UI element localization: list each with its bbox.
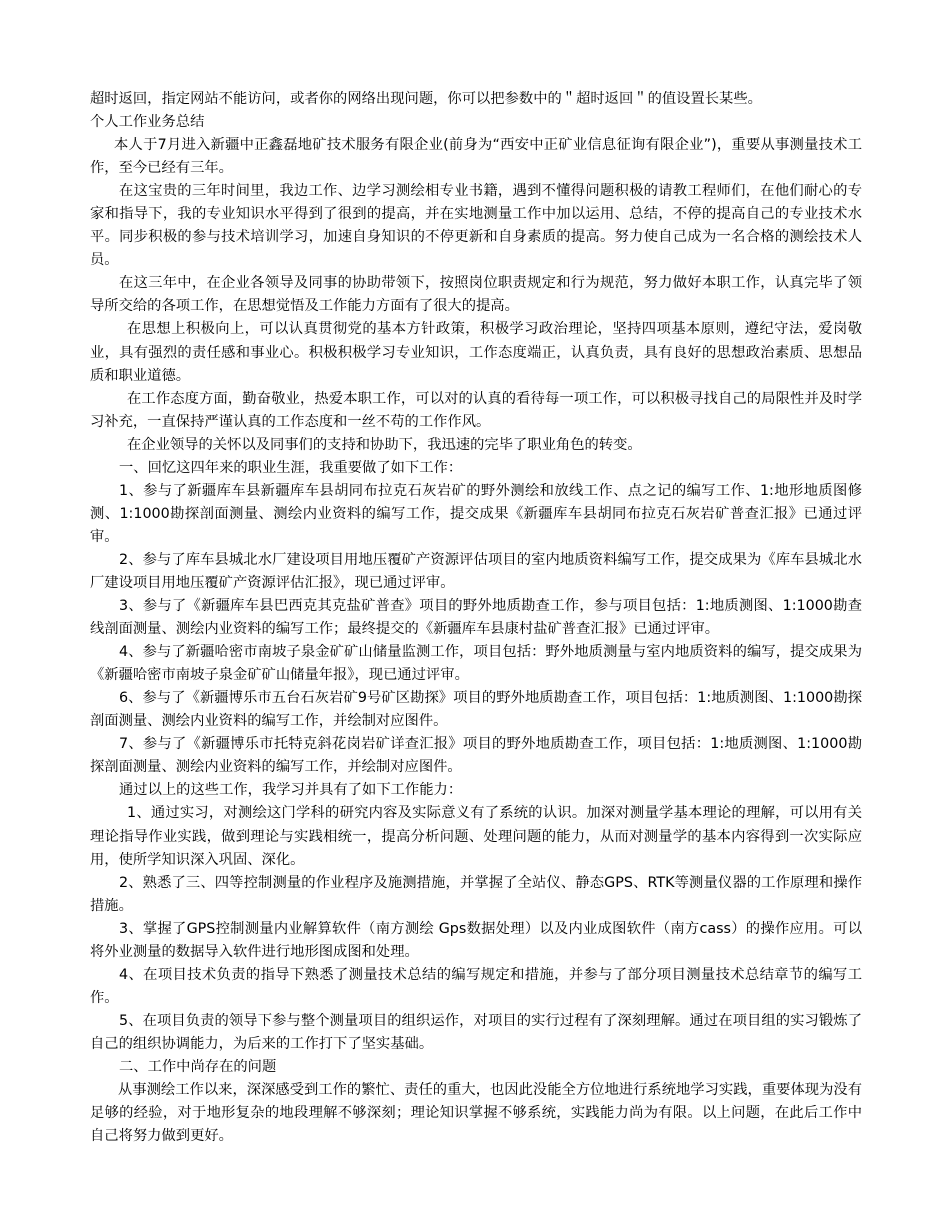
section-heading-problems: 二、工作中尚存在的问题 bbox=[119, 1058, 277, 1075]
document-body bbox=[90, 88, 862, 1148]
paragraph-leadership: 在这三年中，在企业各领导及同事的协助带领下，按照岗位职责规定和行为规范，努力做好本职工作，认真完毕了领导所交给的各项工作，在思想觉悟及工作能力方面有了很大的提高。 bbox=[90, 275, 862, 315]
section-heading-review: 一、回忆这四年来的职业生涯，我重要做了如下工作： bbox=[119, 459, 463, 476]
work-item-2: 2、参与了库车县城北水厂建设项目用地压覆矿产资源评估项目的室内地质资料编写工作，提交成果为《库车县城北水厂建设项目用地压覆矿产资源评估汇报》，现已通过评审。 bbox=[90, 551, 862, 591]
work-item-6: 6、参与了《新疆博乐市五台石灰岩矿9号矿区勘探》项目的野外地质勘查工作，项目包括：1:地质测图、1:1000勘探剖面测量、测绘内业资料的编写工作，并绘制对应图件。 bbox=[90, 690, 862, 730]
paragraph-three-years: 在这宝贵的三年时间里，我边工作、边学习测绘相专业书籍，遇到不懂得问题积极的请教工程师们，在他们耐心的专家和指导下，我的专业知识水平得到了很到的提高，并在实地测量工作中加以运用、总结，不停的提高自己的专业技术水平。同步积极的参与技术培训学习，加速自身知识的不停更新和自身素质的提高。努力使自己成为一名合格的测绘技术人员。 bbox=[90, 183, 862, 269]
paragraph-intro: 本人于7月进入新疆中正鑫磊地矿技术服务有限企业(前身为“西安中正矿业信息征询有限企业”)，重要从事测量技术工作，至今已经有三年。 bbox=[90, 137, 862, 177]
ability-item-2: 2、熟悉了三、四等控制测量的作业程序及施测措施，并掌握了全站仪、静态GPS、RTK等测量仪器的工作原理和操作措施。 bbox=[90, 874, 862, 914]
paragraph-timeout-note: 超时返回，指定网站不能访问，或者你的网络出现问题，你可以把参数中的＂超时返回＂的值设置长某些。 bbox=[90, 91, 762, 107]
paragraph-attitude: 在工作态度方面，勤奋敬业，热爱本职工作，可以对的认真的看待每一项工作，可以积极寻找自己的局限性并及时学习补充，一直保持严谨认真的工作态度和一丝不苟的工作作风。 bbox=[90, 390, 862, 430]
work-item-1: 1、参与了新疆库车县新疆库车县胡同布拉克石灰岩矿的野外测绘和放线工作、点之记的编写工作、1:地形地质图修测、1:1000勘探剖面测量、测绘内业资料的编写工作，提交成果《新疆库车县胡同布拉克石灰岩矿普查汇报》已通过评审。 bbox=[90, 482, 862, 545]
ability-item-1: 1、通过实习，对测绘这门学科的研究内容及实际意义有了系统的认识。加深对测量学基本理论的理解，可以用有关理论指导作业实践，做到理论与实践相统一，提高分析问题、处理问题的能力，从而对测量学的基本内容得到一次实际应用，使所学知识深入巩固、深化。 bbox=[90, 805, 862, 868]
ability-item-4: 4、在项目技术负责的指导下熟悉了测量技术总结的编写规定和措施，并参与了部分项目测量技术总结章节的编写工作。 bbox=[90, 966, 862, 1006]
paragraph-ideology: 在思想上积极向上，可以认真贯彻党的基本方针政策，积极学习政治理论，坚持四项基本原则，遵纪守法，爱岗敬业，具有强烈的责任感和事业心。积极积极学习专业知识，工作态度端正，认真负责，具有良好的思想政治素质、思想品质和职业道德。 bbox=[90, 321, 862, 384]
ability-item-5: 5、在项目负责的领导下参与整个测量项目的组织运作，对项目的实行过程有了深刻理解。通过在项目组的实习锻炼了自己的组织协调能力，为后来的工作打下了坚实基础。 bbox=[90, 1012, 862, 1052]
paragraph-abilities-intro: 通过以上的这些工作，我学习并具有了如下工作能力： bbox=[119, 782, 463, 799]
work-item-4: 4、参与了新疆哈密市南坡子泉金矿矿山储量监测工作，项目包括：野外地质测量与室内地质资料的编写，提交成果为《新疆哈密市南坡子泉金矿矿山储量年报》，现已通过评审。 bbox=[90, 644, 862, 684]
paragraph-transition: 在企业领导的关怀以及同事们的支持和协助下，我迅速的完毕了职业角色的转变。 bbox=[127, 436, 642, 453]
ability-item-3: 3、掌握了GPS控制测量内业解算软件（南方测绘 Gps数据处理）以及内业成图软件（南方cass）的操作应用。可以将外业测量的数据导入软件进行地形图成图和处理。 bbox=[90, 920, 862, 960]
document-title: 个人工作业务总结 bbox=[90, 114, 205, 131]
work-item-3: 3、参与了《新疆库车县巴西克其克盐矿普查》项目的野外地质勘查工作，参与项目包括：1:地质测图、1:1000勘查线剖面测量、测绘内业资料的编写工作；最终提交的《新疆库车县康村盐矿普查汇报》已通过评审。 bbox=[90, 598, 862, 638]
work-item-7: 7、参与了《新疆博乐市托特克斜花岗岩矿详查汇报》项目的野外地质勘查工作，项目包括：1:地质测图、1:1000勘探剖面测量、测绘内业资料的编写工作，并绘制对应图件。 bbox=[90, 736, 862, 776]
paragraph-problems: 从事测绘工作以来，深深感受到工作的繁忙、责任的重大，也因此没能全方位地进行系统地学习实践，重要体现为没有足够的经验，对于地形复杂的地段理解不够深刻；理论知识掌握不够系统，实践能力尚为有限。以上问题，在此后工作中自己将努力做到更好。 bbox=[90, 1082, 862, 1145]
